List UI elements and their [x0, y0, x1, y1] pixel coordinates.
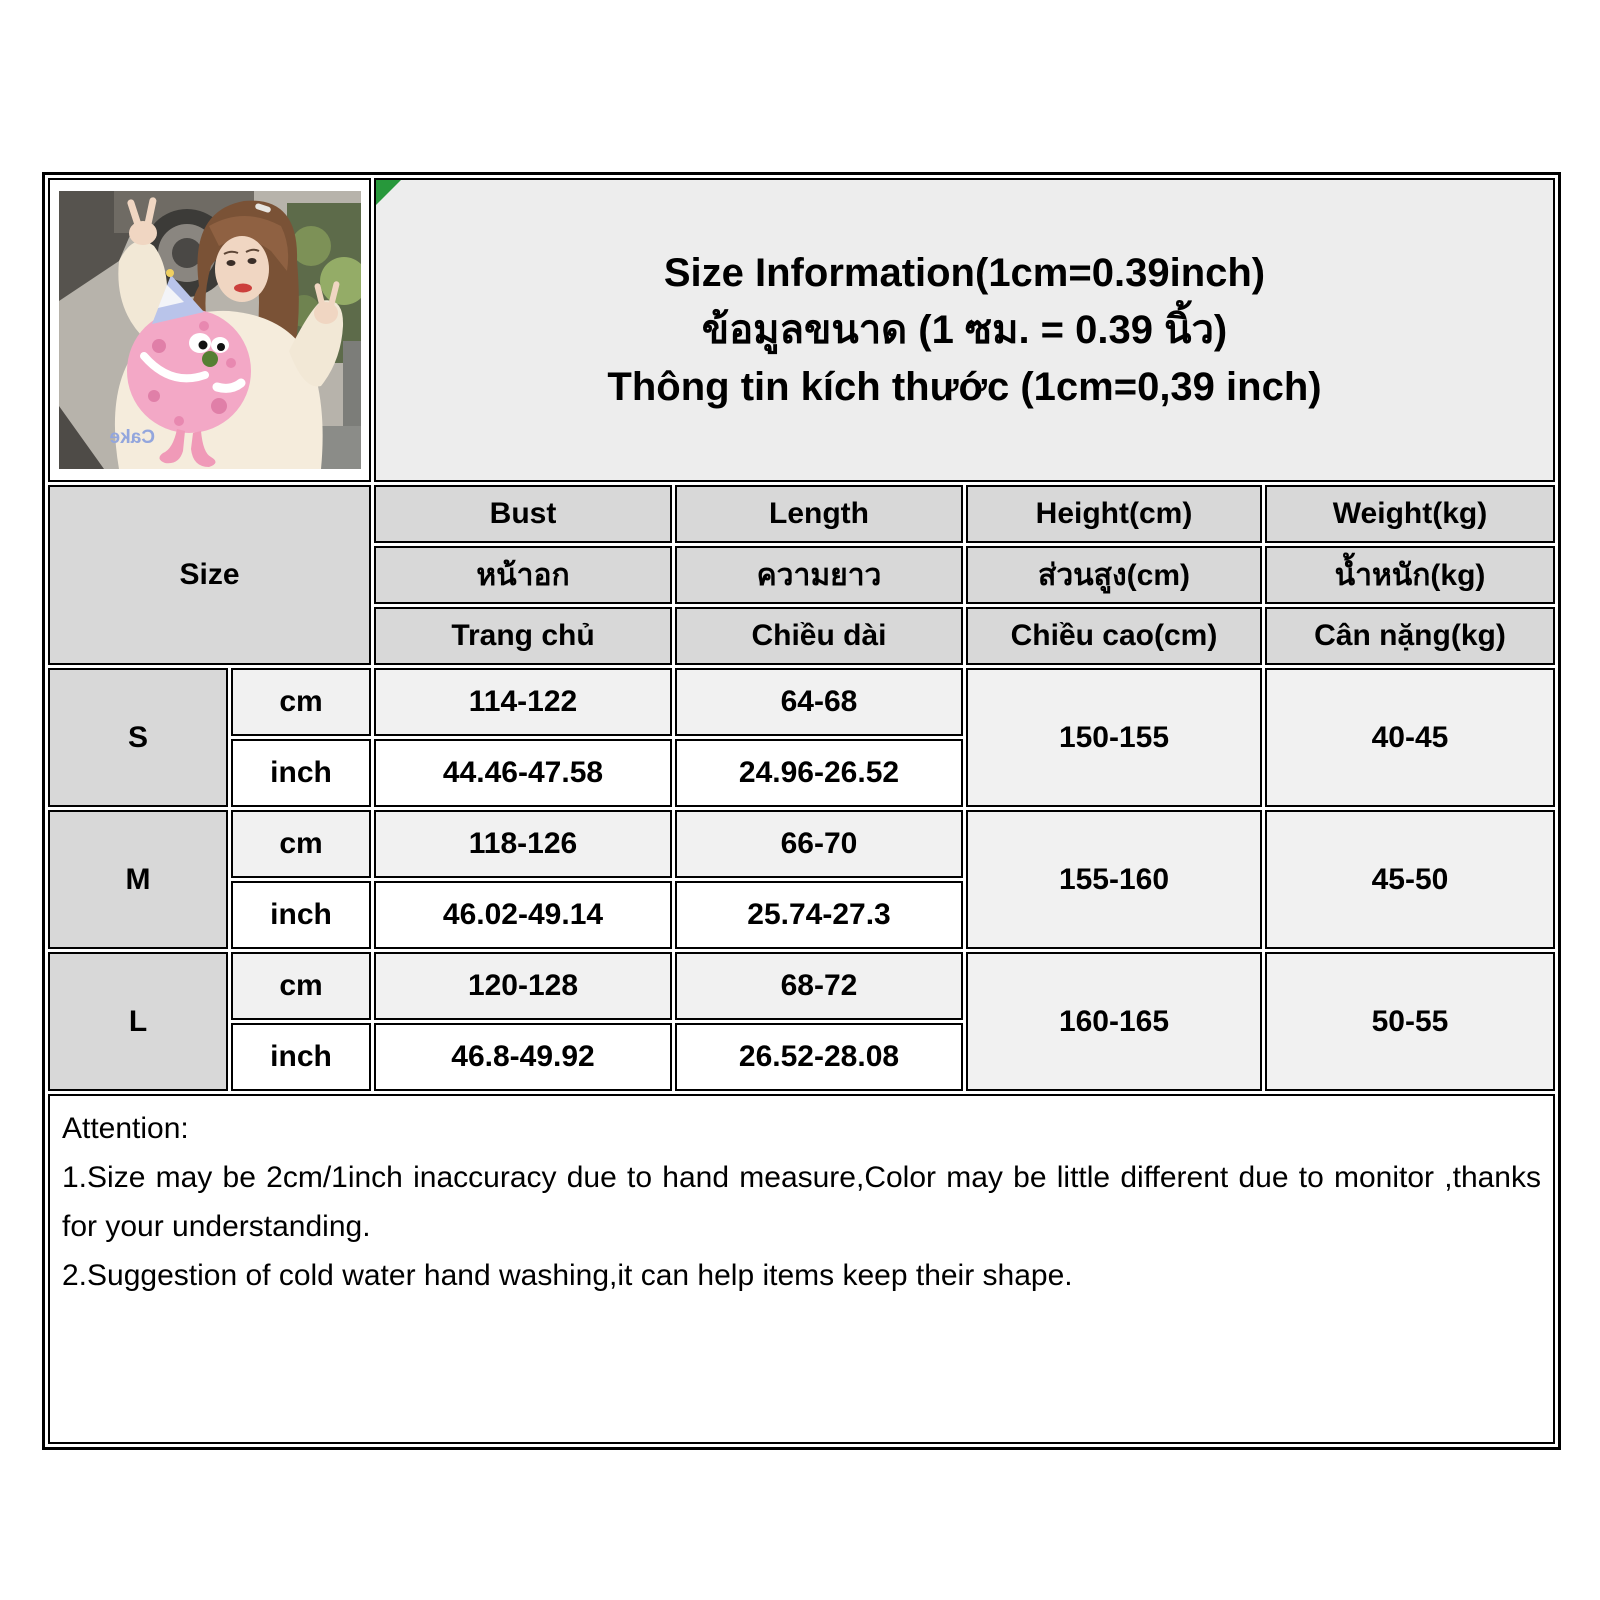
title-english: Size Information(1cm=0.39inch)	[663, 250, 1266, 295]
col-header-weight-en: Weight(kg)	[1265, 485, 1555, 543]
col-header-length-th: ความยาว	[675, 546, 963, 604]
col-header-height-th: ส่วนสูง(cm)	[966, 546, 1262, 604]
cell-l-length-inch: 26.52-28.08	[675, 1023, 963, 1091]
attention-note-2: 2.Suggestion of cold water hand washing,it can help items keep their shape.	[62, 1259, 1073, 1292]
col-header-bust-vi: Trang chủ	[374, 607, 672, 665]
cell-l-bust-cm: 120-128	[374, 952, 672, 1020]
cell-s-bust-inch: 44.46-47.58	[374, 739, 672, 807]
cell-s-length-cm: 64-68	[675, 668, 963, 736]
unit-label-inch-s: inch	[231, 739, 371, 807]
col-header-weight-vi: Cân nặng(kg)	[1265, 607, 1555, 665]
cell-m-length-cm: 66-70	[675, 810, 963, 878]
cell-m-weight: 45-50	[1265, 810, 1555, 949]
product-photo	[48, 178, 371, 482]
size-chart-board	[42, 172, 1561, 1450]
title-thai: ข้อมูลขนาด (1 ซม. = 0.39 นิ้ว)	[701, 307, 1228, 352]
cell-m-length-inch: 25.74-27.3	[675, 881, 963, 949]
unit-label-cm-m: cm	[231, 810, 371, 878]
cell-s-weight: 40-45	[1265, 668, 1555, 807]
unit-label-inch-m: inch	[231, 881, 371, 949]
cell-m-bust-inch: 46.02-49.14	[374, 881, 672, 949]
cell-l-bust-inch: 46.8-49.92	[374, 1023, 672, 1091]
size-row-l-label: L	[48, 952, 228, 1091]
title-panel	[374, 178, 1555, 482]
unit-label-cm-s: cm	[231, 668, 371, 736]
size-row-m-label: M	[48, 810, 228, 949]
attention-title: Attention:	[62, 1112, 189, 1145]
size-corner-label: Size	[48, 485, 371, 665]
unit-label-cm-l: cm	[231, 952, 371, 1020]
attention-note-1: 1.Size may be 2cm/1inch inaccuracy due to hand measure,Color may be little different due to monitor ,thanks for your understanding.	[62, 1161, 1541, 1243]
cell-l-length-cm: 68-72	[675, 952, 963, 1020]
col-header-height-en: Height(cm)	[966, 485, 1262, 543]
unit-label-inch-l: inch	[231, 1023, 371, 1091]
cell-m-height: 155-160	[966, 810, 1262, 949]
col-header-length-vi: Chiều dài	[675, 607, 963, 665]
col-header-bust-en: Bust	[374, 485, 672, 543]
col-header-weight-th: น้ำหนัก(kg)	[1265, 546, 1555, 604]
cell-s-bust-cm: 114-122	[374, 668, 672, 736]
corner-fold-icon	[376, 180, 401, 205]
attention-box	[48, 1094, 1555, 1444]
shirt-text: Cake	[109, 427, 155, 448]
cell-m-bust-cm: 118-126	[374, 810, 672, 878]
col-header-height-vi: Chiều cao(cm)	[966, 607, 1262, 665]
cell-s-height: 150-155	[966, 668, 1262, 807]
col-header-bust-th: หน้าอก	[374, 546, 672, 604]
size-table	[45, 175, 1558, 1447]
size-row-s-label: S	[48, 668, 228, 807]
title-vietnamese: Thông tin kích thước (1cm=0,39 inch)	[607, 364, 1322, 409]
cell-l-weight: 50-55	[1265, 952, 1555, 1091]
cell-s-length-inch: 24.96-26.52	[675, 739, 963, 807]
product-photo-illustration	[59, 191, 361, 469]
cell-l-height: 160-165	[966, 952, 1262, 1091]
col-header-length-en: Length	[675, 485, 963, 543]
